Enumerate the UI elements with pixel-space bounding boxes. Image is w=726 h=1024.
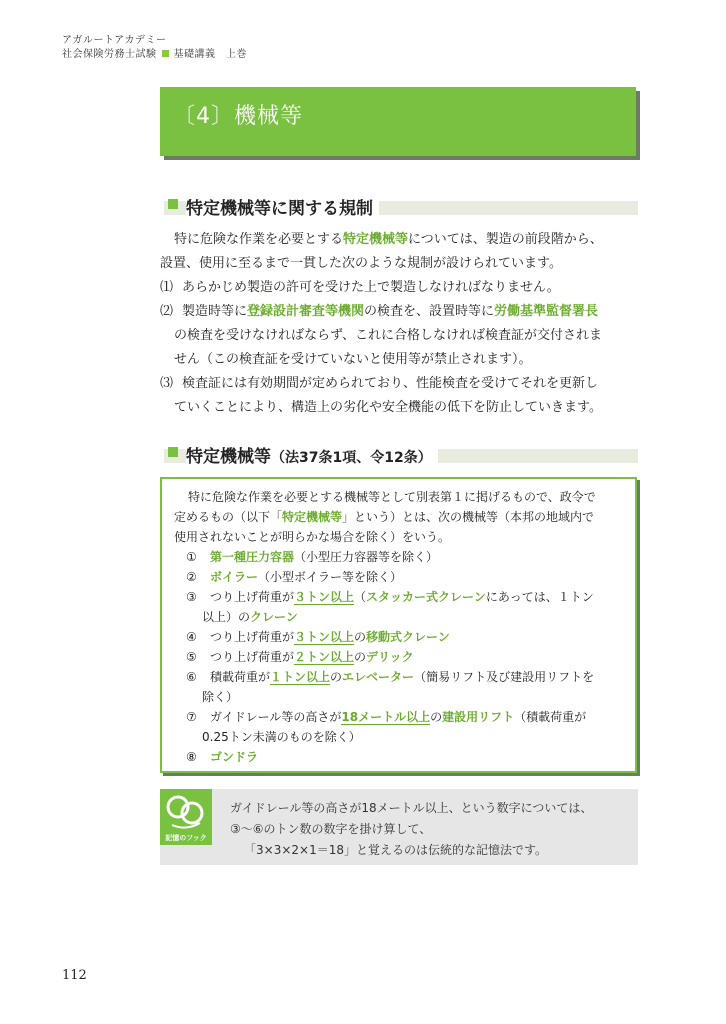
machine-item: ⑤ つり上げ荷重が２トン以上のデリック [186, 650, 414, 664]
running-header [62, 34, 247, 62]
machine-item-cont: 除く） [202, 690, 239, 704]
square-bullet-icon [162, 50, 169, 57]
chapter-banner [160, 87, 636, 156]
header-exam: 社会保険労務士試験 [62, 49, 157, 60]
keyword: 特定機械等 [282, 510, 343, 524]
section-heading-regulation [164, 194, 638, 218]
memory-hook-note [160, 789, 638, 865]
paragraph-line: 特に危険な作業を必要とする特定機械等については、製造の前段階から、 [174, 232, 603, 247]
machine-item: ① 第一種圧力容器（小型圧力容器等を除く） [186, 550, 439, 564]
box-line: 使用されないことが明らかな場合を除く）をいう。 [174, 530, 451, 544]
machine-item-cont: 以上）のクレーン [202, 610, 298, 624]
definition-box [160, 477, 637, 773]
brain-hook-icon [160, 789, 212, 845]
paragraph-line: の検査を受けなければならず、これに合格しなければ検査証が交付されま [174, 328, 602, 343]
section-heading-specified-machinery [164, 442, 638, 466]
list-item: ⑶ 検査証には有効期間が定められており、性能検査を受けてそれを更新し [160, 376, 599, 391]
legal-reference: （法37条1項、令12条） [271, 450, 432, 466]
keyword: 労働基準監督署長 [494, 304, 599, 319]
square-bullet-icon [168, 199, 178, 209]
chapter-title: 〔4〕機械等 [173, 104, 303, 129]
box-line: 特に危険な作業を必要とする機械等として別表第１に掲げるもので、政令で [188, 490, 596, 504]
header-volume: 基礎講義 上巻 [173, 49, 247, 60]
section-title: 特定機械等に関する規制 [186, 194, 379, 219]
header-publisher: アガルートアカデミー [62, 35, 167, 46]
keyword: 特定機械等 [343, 232, 409, 247]
list-item: ⑴ あらかじめ製造の許可を受けた上で製造しなければなりません。 [160, 280, 560, 295]
machine-item: ④ つり上げ荷重が３トン以上の移動式クレーン [186, 630, 450, 644]
list-item: ⑵ 製造時等に登録設計審査等機関の検査を、設置時等に労働基準監督署長 [160, 304, 599, 319]
machine-item: ⑦ ガイドレール等の高さが18メートル以上の建設用リフト（積載荷重が [186, 710, 587, 724]
section-title: 特定機械等（法37条1項、令12条） [186, 442, 438, 467]
paragraph-line: ていくことにより、構造上の劣化や安全機能の低下を防止していきます。 [174, 400, 602, 415]
machine-item: ⑧ ゴンドラ [186, 750, 259, 764]
machine-item-cont: 0.25トン未満のものを除く） [202, 730, 361, 744]
memo-line: ③〜⑥のトン数の数字を掛け算して、 [230, 822, 432, 836]
paragraph-line: せん（この検査証を受けていないと使用等が禁止されます）。 [174, 352, 532, 367]
memo-label: 記憶のフック [165, 834, 207, 842]
memo-line: 「3×3×2×1＝18」と覚えるのは伝統的な記憶法です。 [244, 843, 548, 857]
paragraph-line: 設置、使用に至るまで一貫した次のような規制が設けられています。 [160, 256, 562, 271]
page-number: 112 [62, 968, 87, 983]
machine-item: ③ つり上げ荷重が３トン以上（スタッカー式クレーンにあっては、１トン [186, 590, 594, 604]
machine-item: ⑥ 積載荷重が１トン以上のエレベーター（簡易リフト及び建設用リフトを [186, 670, 595, 684]
header-book-title [62, 48, 247, 62]
machine-item: ② ボイラー（小型ボイラー等を除く） [186, 570, 403, 584]
box-line: 定めるもの（以下「特定機械等」という）とは、次の機械等（本邦の地域内で [174, 510, 595, 524]
square-bullet-icon [168, 447, 178, 457]
memo-line: ガイドレール等の高さが18メートル以上、という数字については、 [230, 801, 593, 815]
keyword: 登録設計審査等機関 [247, 304, 365, 319]
